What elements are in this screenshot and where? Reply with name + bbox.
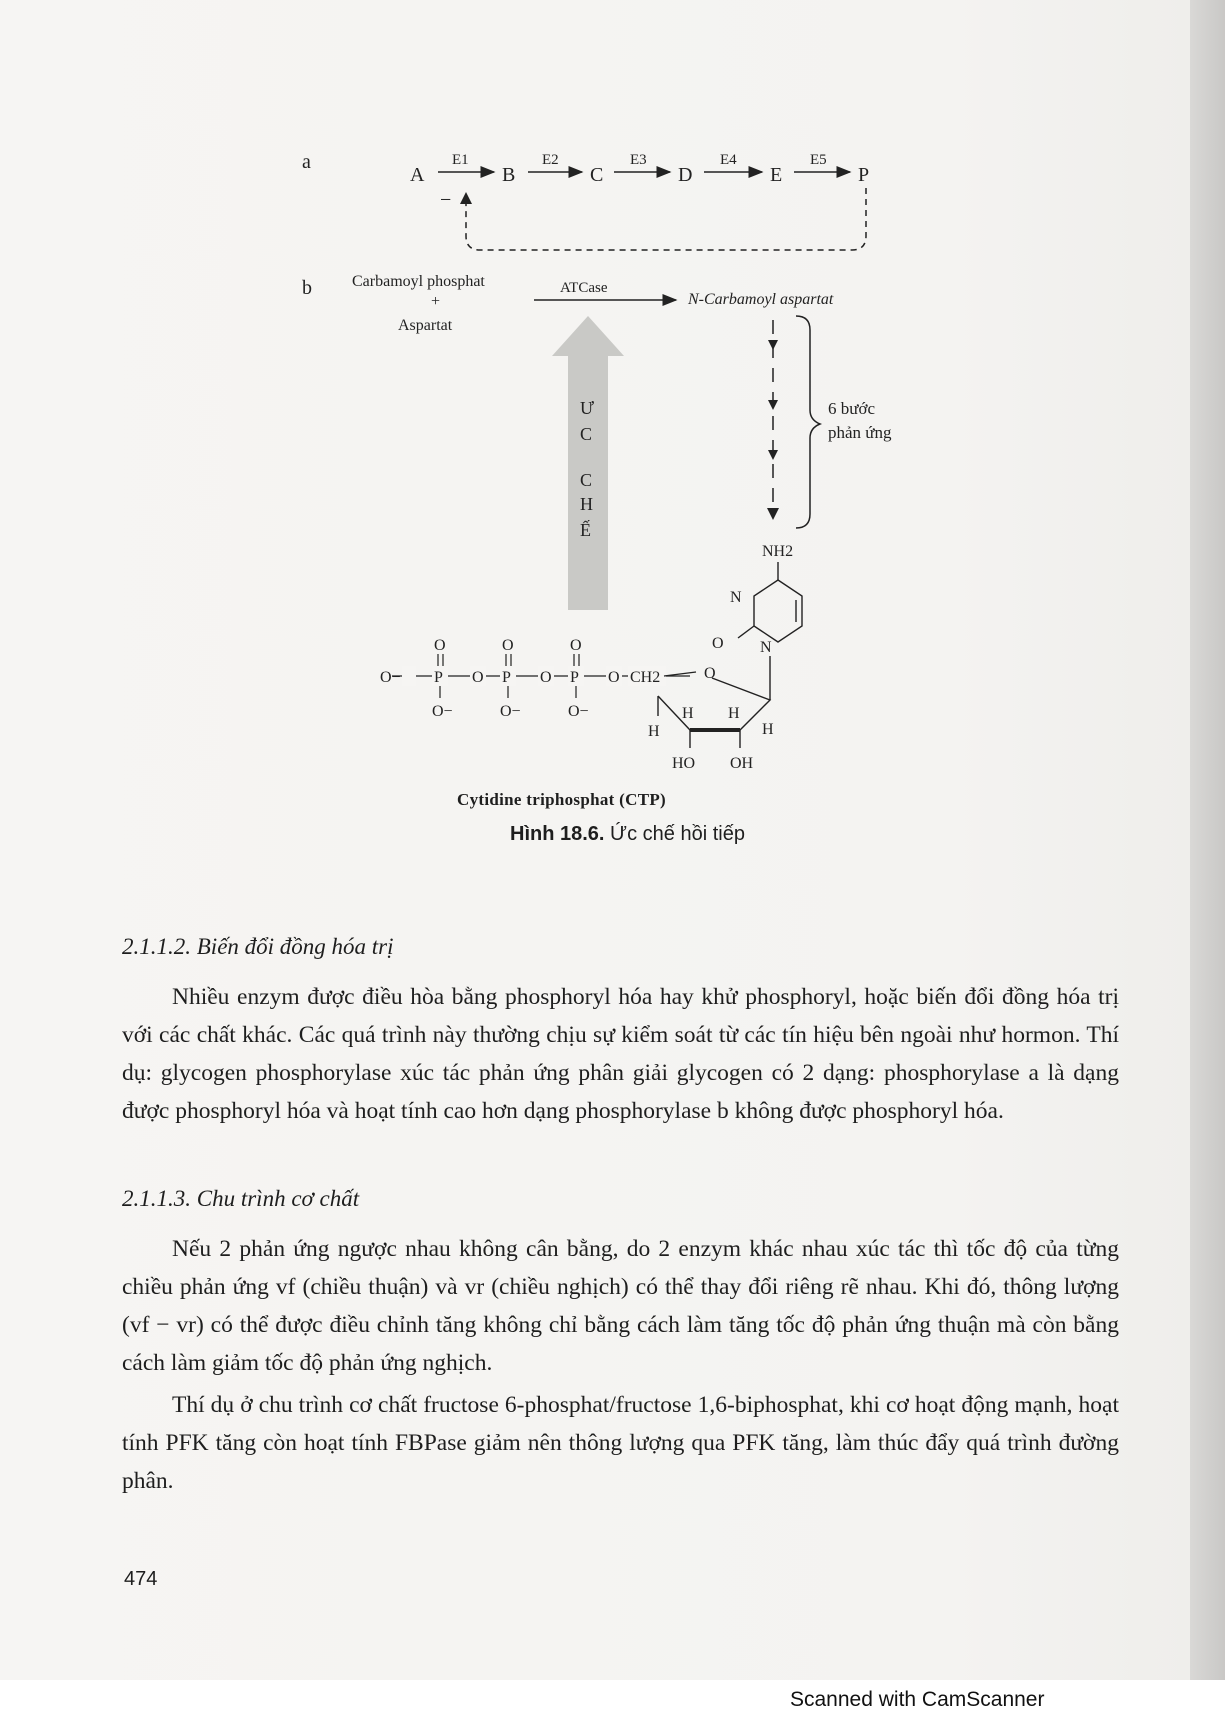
enzyme-e2: E2 [542,152,559,168]
page-number: 474 [124,1568,158,1590]
ctp-p2-o: O [502,637,514,654]
node-e: E [770,164,783,186]
ctp-p2-o-minus: O− [500,703,521,720]
enzyme-e4: E4 [720,152,737,168]
ctp-bridge-o1: O [472,669,484,686]
figure-caption [510,823,745,846]
panel-a-label: a [302,151,311,173]
ctp-carbonyl-o: O [712,635,724,652]
figure-caption-label: Hình 18.6. [510,823,605,845]
steps-label-line2: phản ứng [828,423,892,442]
enzyme-e1: E1 [452,152,469,168]
feedback-inhibition-figure [0,0,1190,810]
svg-text:P: P [434,669,443,686]
svg-text:P: P [502,669,511,686]
section-heading-substrate-cycle: 2.1.1.3. Chu trình cơ chất [122,1186,360,1211]
ctp-h1: H [648,723,660,740]
ctp-p3-o: O [570,637,582,654]
ctp-ring-n3: N [730,589,742,606]
ctp-bridge-o3: O [608,669,620,686]
ctp-ch2: CH2 [630,669,661,686]
substrate-aspartat: Aspartat [398,317,453,334]
molecule-name: Cytidine triphosphat (CTP) [457,790,666,809]
ctp-p1-o: O [434,637,446,654]
figure-caption-text: Ức chế hồi tiếp [604,823,745,845]
svg-text:P: P [570,669,579,686]
scanner-watermark: Scanned with CamScanner [790,1688,1045,1711]
node-b: B [502,164,516,186]
steps-label-line1: 6 bước [828,399,875,418]
node-p: P [858,164,870,186]
node-c: C [590,164,604,186]
node-d: D [678,164,693,186]
inhibition-letter-3: C [580,470,593,490]
enzyme-atcase: ATCase [560,280,608,296]
ctp-bridge-o2: O [540,669,552,686]
ctp-o-minus-terminal: O− [380,669,401,686]
ctp-ring-o: O [704,665,716,682]
feedback-loop [440,188,866,250]
ctp-nh2: NH2 [762,543,794,560]
page-edge-shadow [1190,0,1225,1734]
ctp-h4: H [762,721,774,738]
node-a: A [410,164,425,186]
inhibition-letter-1: Ư [580,398,594,418]
product-n-carbamoyl-aspartat: N-Carbamoyl aspartat [688,291,834,308]
pathway-chain [410,152,869,186]
inhibition-letter-5: Ế [580,520,591,540]
inhibition-letter-4: H [580,494,593,514]
ctp-h3: H [728,705,740,722]
steps-arrow [767,320,779,520]
substrate-carbamoyl-phosphat: Carbamoyl phosphat [352,273,485,290]
ctp-p1-o-minus: O− [432,703,453,720]
ctp-h2: H [682,705,694,722]
paragraph-covalent-modification: Nhiều enzym được điều hòa bằng phosphoryl hóa hay khử phosphoryl, hoặc biến đổi đồng hóa trị với các chất khác. Các quá trình này thường chịu sự kiểm soát từ các tín hiệu bên ngoài như hormon. Thí dụ: glycogen phosphorylase xúc tác phản ứng phân giải glycogen có 2 dạng: phosphorylase a là dạng được phosphoryl hóa và hoạt tính cao hơn dạng phosphorylase b không được phosphoryl hóa. [122,984,1119,1124]
inhibition-arrow [552,316,624,610]
ctp-ring-n1: N [760,639,772,656]
ctp-ho: HO [672,755,696,772]
paragraph-substrate-cycle: Nếu 2 phản ứng ngược nhau không cân bằng, do 2 enzym khác nhau xúc tác thì tốc độ của từng chiều phản ứng vf (chiều thuận) và vr (chiều nghịch) có thể thay đổi riêng rẽ nhau. Khi đó, thông lượng (vf − vr) có thể được điều chỉnh tăng không chỉ bằng cách làm tăng tốc độ phản ứng thuận mà còn bằng cách làm giảm tốc độ phản ứng nghịch. [122,1236,1119,1376]
inhibition-sign: − [440,189,452,211]
panel-b-label: b [302,277,312,299]
enzyme-e5: E5 [810,152,827,168]
enzyme-e3: E3 [630,152,647,168]
inhibition-letter-2: C [580,424,593,444]
paragraph-substrate-cycle-example: Thí dụ ở chu trình cơ chất fructose 6-phosphat/fructose 1,6-biphosphat, khi cơ hoạt động mạnh, hoạt tính PFK tăng còn hoạt tính FBPase giảm nên thông lượng qua PFK tăng, làm thúc đẩy quá trình đường phân. [122,1392,1119,1494]
steps-bracket [796,316,820,528]
ctp-p3-o-minus: O− [568,703,589,720]
plus-sign: + [431,293,441,310]
section-heading-covalent-modification: 2.1.1.2. Biến đổi đồng hóa trị [122,934,394,959]
ctp-oh: OH [730,755,754,772]
